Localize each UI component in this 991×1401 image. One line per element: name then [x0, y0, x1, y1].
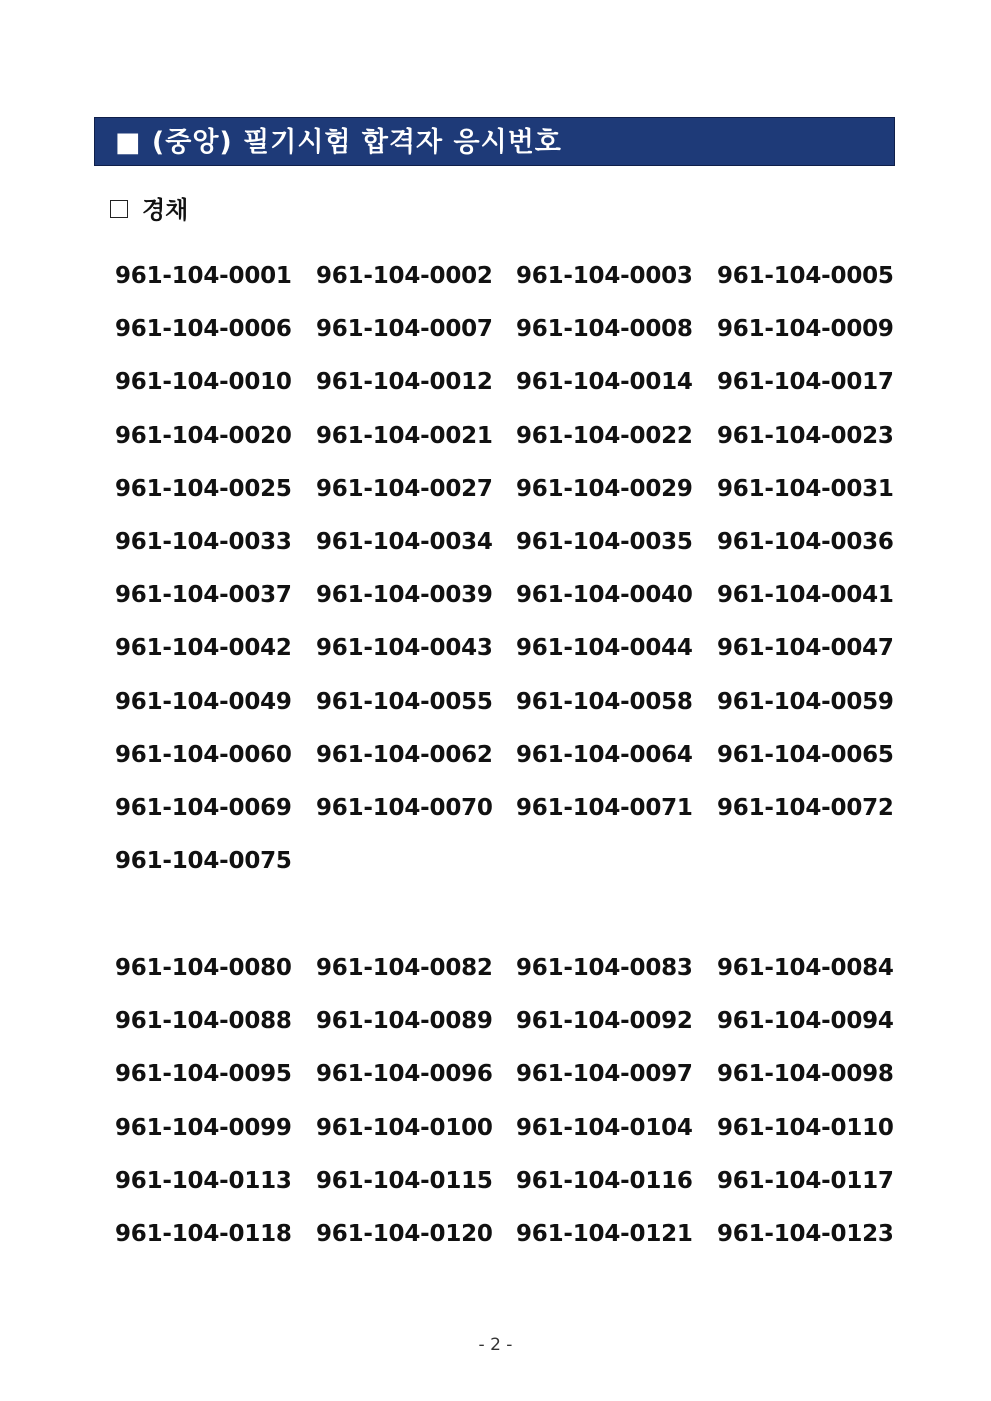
candidate-number: 961-104-0089	[316, 1008, 493, 1035]
candidate-number-list-1	[115, 256, 895, 894]
candidate-number: 961-104-0036	[717, 528, 894, 555]
candidate-number: 961-104-0012	[316, 369, 493, 396]
candidate-number: 961-104-0031	[717, 475, 894, 502]
candidate-number: 961-104-0014	[516, 369, 693, 396]
candidate-number: 961-104-0002	[316, 263, 493, 289]
candidate-number: 961-104-0065	[717, 741, 894, 768]
candidate-number: 961-104-0060	[115, 741, 292, 768]
candidate-number: 961-104-0058	[516, 688, 693, 715]
candidate-number: 961-104-0020	[115, 422, 292, 449]
candidate-number: 961-104-0084	[717, 955, 894, 981]
candidate-number: 961-104-0117	[717, 1167, 894, 1194]
candidate-number: 961-104-0047	[717, 635, 894, 662]
section-title-bar: ■ (중앙) 필기시험 합격자 응시번호	[94, 117, 895, 166]
candidate-number: 961-104-0099	[115, 1114, 292, 1141]
candidate-number: 961-104-0006	[115, 316, 292, 343]
candidate-number: 961-104-0064	[516, 741, 693, 768]
candidate-number: 961-104-0113	[115, 1167, 292, 1194]
candidate-number: 961-104-0007	[316, 316, 493, 343]
candidate-number: 961-104-0080	[115, 955, 292, 981]
candidate-number: 961-104-0123	[717, 1220, 894, 1247]
candidate-number: 961-104-0088	[115, 1008, 292, 1035]
candidate-number: 961-104-0092	[516, 1008, 693, 1035]
candidate-number: 961-104-0083	[516, 955, 693, 981]
candidate-number: 961-104-0037	[115, 582, 292, 609]
candidate-number: 961-104-0033	[115, 528, 292, 555]
candidate-number: 961-104-0059	[717, 688, 894, 715]
candidate-number: 961-104-0029	[516, 475, 693, 502]
candidate-number: 961-104-0041	[717, 582, 894, 609]
candidate-number: 961-104-0096	[316, 1061, 493, 1088]
candidate-number: 961-104-0115	[316, 1167, 493, 1194]
candidate-number: 961-104-0017	[717, 369, 894, 396]
candidate-number: 961-104-0009	[717, 316, 894, 343]
candidate-number: 961-104-0025	[115, 475, 292, 502]
candidate-number: 961-104-0072	[717, 794, 894, 821]
candidate-number-list-2	[115, 948, 895, 1267]
candidate-number: 961-104-0104	[516, 1114, 693, 1141]
candidate-number: 961-104-0075	[115, 848, 292, 875]
candidate-number: 961-104-0082	[316, 955, 493, 981]
candidate-number: 961-104-0121	[516, 1220, 693, 1247]
candidate-number: 961-104-0003	[516, 263, 693, 289]
candidate-number: 961-104-0001	[115, 263, 292, 289]
candidate-number: 961-104-0100	[316, 1114, 493, 1141]
checkbox-square-icon	[110, 200, 128, 218]
candidate-number: 961-104-0049	[115, 688, 292, 715]
candidate-number: 961-104-0042	[115, 635, 292, 662]
candidate-number: 961-104-0116	[516, 1167, 693, 1194]
candidate-number: 961-104-0095	[115, 1061, 292, 1088]
candidate-number: 961-104-0055	[316, 688, 493, 715]
candidate-number: 961-104-0035	[516, 528, 693, 555]
candidate-number: 961-104-0118	[115, 1220, 292, 1247]
candidate-number: 961-104-0010	[115, 369, 292, 396]
candidate-number: 961-104-0097	[516, 1061, 693, 1088]
candidate-number: 961-104-0021	[316, 422, 493, 449]
candidate-number: 961-104-0062	[316, 741, 493, 768]
candidate-number: 961-104-0005	[717, 263, 894, 289]
candidate-number: 961-104-0008	[516, 316, 693, 343]
candidate-number: 961-104-0027	[316, 475, 493, 502]
subsection-heading	[110, 194, 188, 226]
candidate-number: 961-104-0070	[316, 794, 493, 821]
candidate-number: 961-104-0023	[717, 422, 894, 449]
candidate-number: 961-104-0040	[516, 582, 693, 609]
page-number: - 2 -	[478, 1335, 513, 1355]
candidate-number: 961-104-0069	[115, 794, 292, 821]
candidate-number: 961-104-0094	[717, 1008, 894, 1035]
candidate-number: 961-104-0039	[316, 582, 493, 609]
candidate-number: 961-104-0098	[717, 1061, 894, 1088]
candidate-number: 961-104-0071	[516, 794, 693, 821]
subsection-label: 경채	[142, 196, 189, 224]
candidate-number: 961-104-0022	[516, 422, 693, 449]
candidate-number: 961-104-0044	[516, 635, 693, 662]
candidate-number: 961-104-0043	[316, 635, 493, 662]
candidate-number: 961-104-0120	[316, 1220, 493, 1247]
candidate-number: 961-104-0034	[316, 528, 493, 555]
candidate-number: 961-104-0110	[717, 1114, 894, 1141]
